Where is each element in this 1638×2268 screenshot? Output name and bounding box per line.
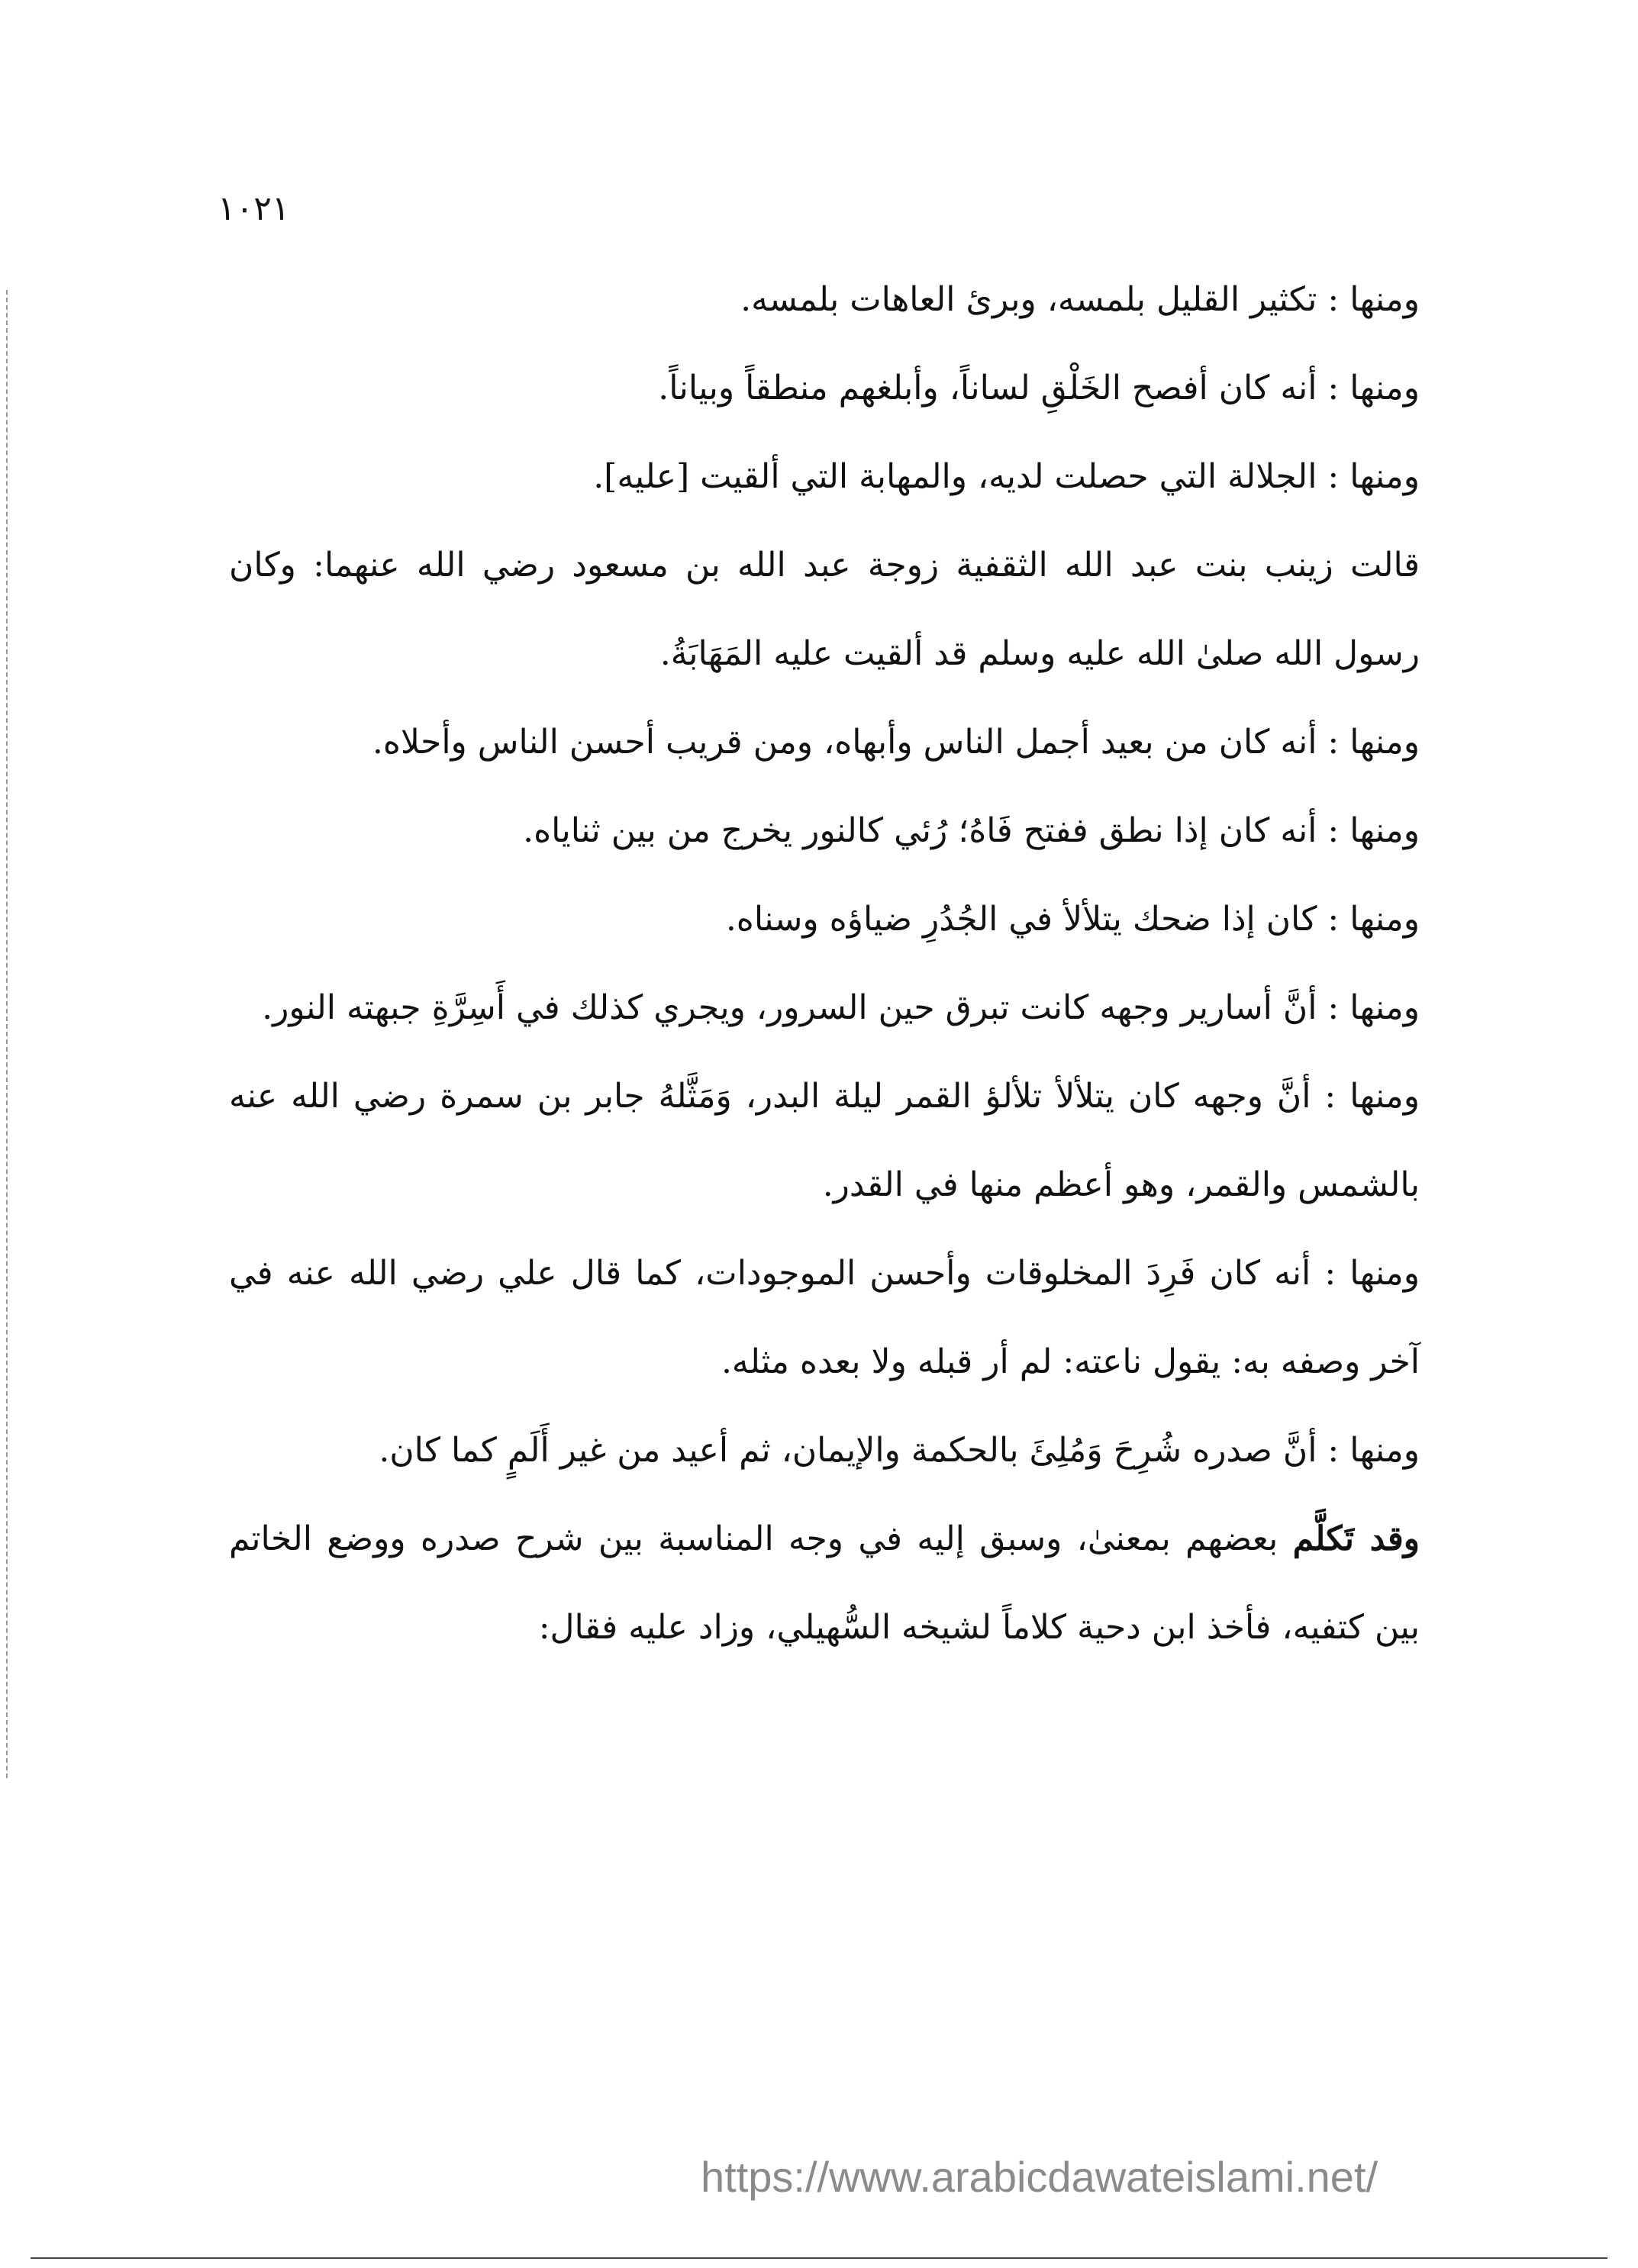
paragraph-5: ومنها : أنه كان من بعيد أجمل الناس وأبهاه، ومن قريب أحسن الناس وأحلاه.: [372, 723, 1420, 762]
scan-edge-marks: [6, 290, 8, 1778]
footer-url: https://www.arabicdawateislami.net/: [701, 2153, 1378, 2201]
paragraph-2: ومنها : أنه كان أفصح الخَلْقِ لساناً، وأبلغهم منطقاً وبياناً.: [658, 369, 1420, 408]
paragraph-8: ومنها : أنَّ أسارير وجهه كانت تبرق حين السرور، ويجري كذلك في أَسِرَّةِ جبهته النور.: [262, 988, 1420, 1027]
paragraph-3: ومنها : الجلالة التي حصلت لديه، والمهابة التي ألقيت [عليه].: [593, 457, 1420, 496]
paragraph-final-text: بعضهم بمعنىٰ، وسبق إليه في وجه المناسبة بين شرح صدره ووضع الخاتم بين كتفيه، فأخذ ابن دحية كلاماً لشيخه السُّهيلي، وزاد عليه فقال:: [229, 1519, 1420, 1647]
paragraph-6: ومنها : أنه كان إذا نطق ففتح فَاهُ؛ رُئي كالنور يخرج من بين ثناياه.: [523, 811, 1420, 850]
paragraph-9: ومنها : أنَّ وجهه كان يتلألأ تلألؤ القمر ليلة البدر، وَمَثَّلهُ جابر بن سمرة رضي الله عنه بالشمس والقمر، وهو أعظم منها في القدر.: [229, 1077, 1420, 1204]
bottom-rule: [31, 2257, 1607, 2259]
page-number: ١٠٢١: [218, 189, 290, 228]
page-body: [229, 256, 1420, 1672]
paragraph-1: ومنها : تكثير القليل بلمسه، وبرئ العاهات بلمسه.: [740, 280, 1420, 319]
paragraph-11: ومنها : أنَّ صدره شُرِحَ وَمُلِئَ بالحكمة والإيمان، ثم أعيد من غير أَلَمٍ كما كان.: [379, 1431, 1420, 1470]
paragraph-final-lead: وقد تَكلَّم: [1292, 1519, 1420, 1558]
paragraph-final: [229, 1495, 1420, 1672]
paragraph-7: ومنها : كان إذا ضحك يتلألأ في الجُدُرِ ضياؤه وسناه.: [725, 900, 1420, 939]
paragraph-4: قالت زينب بنت عبد الله الثقفية زوجة عبد الله بن مسعود رضي الله عنهما: وكان رسول الله صلىٰ الله عليه وسلم قد ألقيت عليه المَهَابَةُ.: [229, 546, 1420, 673]
paragraph-10: ومنها : أنه كان فَرِدَ المخلوقات وأحسن الموجودات، كما قال علي رضي الله عنه في آخر وصفه به: يقول ناعته: لم أر قبله ولا بعده مثله.: [229, 1254, 1420, 1381]
